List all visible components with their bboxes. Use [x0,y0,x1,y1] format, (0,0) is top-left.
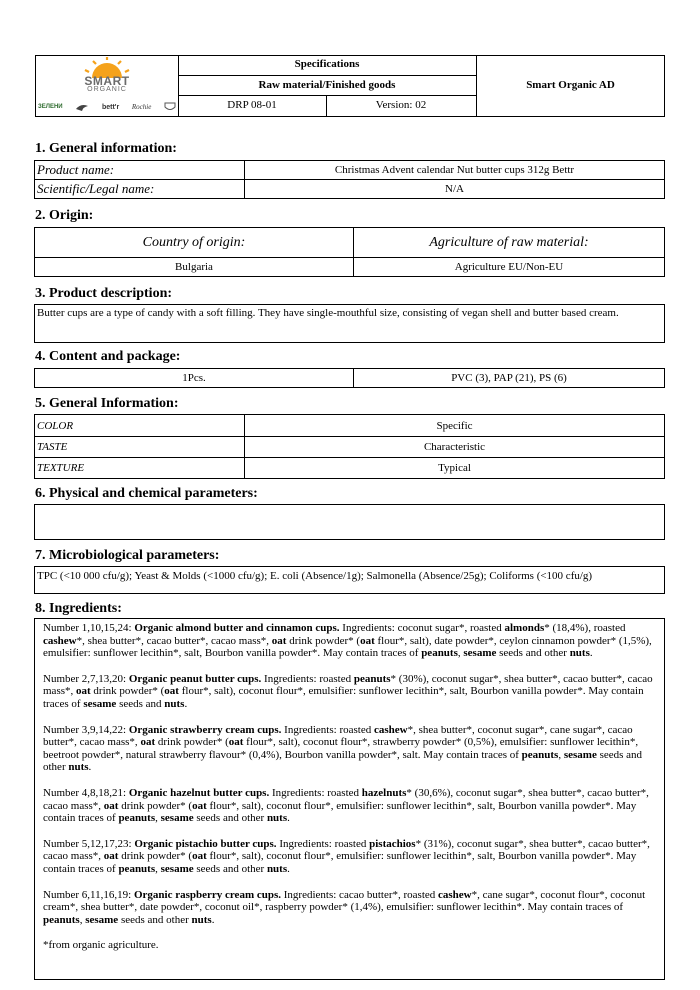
text-run: Number 2,7,13,20: [43,672,129,685]
text-run: *, shea butter*, cacao butter*, cacao mass*, [76,634,272,647]
text-run: seeds and other [43,748,643,774]
text-run: , [79,913,86,926]
bold-text: oat [76,685,91,698]
ingredient-paragraph [43,838,658,876]
bold-text: hazelnuts [361,786,407,799]
text-run: Ingredients: roasted [269,786,362,799]
taste-label: TASTE [34,436,245,458]
bold-text: cashew [438,888,472,901]
microbiological-box: TPC (<10 000 cfu/g); Yeast & Molds (<1000 cfu/g); E. coli (Absence/1g); Salmonella (Absence/25g); Coliforms (<100 cfu/g) [34,566,665,594]
logo-subtext: ORGANIC [87,86,127,93]
bold-text: nuts [266,862,288,875]
scientific-name-value: N/A [244,179,665,199]
text-run: *from organic agriculture. [43,939,159,952]
company-logo [36,56,178,116]
ingredients-body [43,622,658,952]
product-description: Butter cups are a type of candy with a soft filling. They have single-mouthful size, consisting of vegan shell and butter based cream. [34,304,665,343]
taste-value: Characteristic [244,436,665,458]
section-4-heading: 4. Content and package: [35,349,181,364]
header-row1-line [178,75,476,76]
logo-text: SMART [84,74,130,88]
doc-code: DRP 08-01 [227,99,277,111]
ingredient-paragraph [43,889,658,927]
scientific-name-label: Scientific/Legal name: [34,179,245,199]
text-run: seeds and other [496,647,570,660]
texture-value: Typical [244,457,665,479]
section-8-heading: 8. Ingredients: [35,601,122,616]
text-run: Ingredients: cacao butter*, roasted [281,888,439,901]
bold-text: oat [228,736,244,749]
bold-text: oat [271,634,287,647]
bold-text: peanuts [118,862,156,875]
text-run: Number 4,8,18,21: [43,786,129,799]
agriculture-value: Agriculture EU/Non-EU [353,257,665,277]
bold-text: sesame [563,748,597,761]
ingredient-paragraph [43,673,658,711]
texture-label: TEXTURE [34,457,245,479]
text-run: . [589,647,593,660]
physical-chemical-box [34,504,665,540]
agriculture-label: Agriculture of raw material: [353,227,665,258]
text-run: . [88,761,92,774]
text-run: Ingredients: coconut sugar*, roasted [339,622,505,634]
text-run: * (31%), coconut sugar*, shea butter*, cacao butter*, cacao mass*, [43,837,650,863]
bold-text: peanuts [43,913,80,926]
text-run: seeds and other [118,913,192,926]
bold-text: pistachios [369,837,416,850]
bold-text: oat [140,736,156,749]
bold-text: nuts [266,812,288,825]
text-run: , [558,748,564,761]
bold-text: Organic almond butter and cinnamon cups. [134,622,340,634]
crest-brand-icon [164,102,176,112]
bold-text: sesame [83,697,117,710]
text-run: flour*, salt), coconut flour*, emulsifier: sunflower lecithin*, salt, Bourbon vanilla powder*. May contain traces of [43,685,644,710]
text-run: Ingredients: roasted [261,672,354,685]
text-run: Number 3,9,14,22: [43,723,129,736]
ingredient-paragraph [43,622,658,660]
bold-text: peanuts [521,748,559,761]
text-run: drink powder* ( [118,799,193,812]
text-run: *, cane sugar*, coconut flour*, coconut cream*, shea butter*, date powder*, coconut oil*, raspberry powder* (1,4%), emulsifier: sunflower lecithin*. May contain traces of [43,888,646,914]
text-run: . [287,862,290,875]
bold-text: sesame [463,647,497,660]
bold-text: oat [192,850,207,863]
product-name-label: Product name: [34,160,245,180]
company-name: Smart Organic AD [526,79,615,91]
bold-text: sesame [160,862,194,875]
bold-text: Organic raspberry cream cups. [133,888,282,901]
doc-version: Version: 02 [375,99,427,111]
bold-text: almonds [504,622,545,634]
bold-text: peanuts [118,812,156,825]
text-run: Number 1,10,15,24: [43,622,135,634]
text-run: seeds and other [193,862,267,875]
text-run: flour*, salt), date powder*, ceylon cinnamon powder* (1,5%), emulsifier: sunflower lecithin*, salt, Bourbon vanilla powder*. May contain traces of [43,634,652,660]
bold-text: nuts [569,647,590,660]
product-name-value: Christmas Advent calendar Nut butter cups 312g Bettr [244,160,665,180]
text-run: seeds and [116,697,165,710]
text-run: , [155,862,161,875]
text-run: flour*, salt), coconut flour*, strawberry powder* (0,5%), emulsifier: sunflower lecithin*, beetroot powder*, natural strawberry flavour* (0,4%), Bourbon vanilla powder*, salt. May contain traces of [43,736,639,761]
ingredients-box [34,618,665,980]
text-run: drink powder* ( [155,736,229,749]
text-run: * (30,6%), coconut sugar*, shea butter*, cacao butter*, cacao mass*, [43,786,649,812]
bold-text: Organic peanut butter cups. [128,672,262,685]
text-run: Number 5,12,17,23: [43,837,135,850]
text-run: * (18,4%), roasted [544,622,626,634]
bold-text: oat [103,799,119,812]
bold-text: oat [360,634,375,647]
bold-text: oat [103,850,119,863]
spec-title: Specifications [294,58,360,70]
section-2-heading: 2. Origin: [35,208,94,223]
bold-text: oat [164,685,179,698]
brand-bettr: bett'r [101,103,120,111]
country-label: Country of origin: [34,227,354,258]
header-row2-line [178,95,476,96]
text-run: flour*, salt), coconut flour*, emulsifier: sunflower lecithin*, salt, Bourbon vanilla powder*. May contain traces of [43,799,637,825]
bold-text: cashew [43,634,77,647]
bold-text: Organic pistachio butter cups. [134,837,277,850]
text-run: *, shea butter*, coconut sugar*, cane sugar*, cacao butter*, cacao mass*, [43,723,633,749]
text-run: . [211,913,215,926]
section-3-heading: 3. Product description: [35,286,173,301]
bold-text: Organic strawberry cream cups. [128,723,282,736]
bold-text: Organic hazelnut butter cups. [128,786,270,799]
ingredient-paragraph [43,787,658,825]
text-run: drink powder* ( [286,634,361,647]
section-7-heading: 7. Microbiological parameters: [35,548,220,563]
text-run: . [184,697,188,710]
bold-text: nuts [68,761,89,774]
text-run: Number 6,11,16,19: [43,888,134,901]
text-run: flour*, salt), coconut flour*, emulsifier: sunflower lecithin*, salt, Bourbon vanilla powder*. May contain traces of [43,850,637,875]
color-value: Specific [244,414,665,437]
bold-text: peanuts [353,672,391,685]
ingredient-paragraph [43,724,658,774]
package-value: PVC (3), PAP (21), PS (6) [353,368,665,388]
section-1-heading: 1. General information: [35,141,177,156]
ingredient-paragraph [43,939,658,952]
text-run: drink powder* ( [118,850,193,863]
text-run: , [155,812,161,825]
text-run: , [457,647,464,660]
bold-text: sesame [85,913,119,926]
text-run: Ingredients: roasted [276,837,370,850]
bold-text: nuts [191,913,212,926]
brand-zeleni: ЗЕЛЕНИ [38,104,63,110]
bird-brand-icon [75,102,89,112]
spec-subtitle: Raw material/Finished goods [258,79,396,91]
content-value: 1Pcs. [34,368,354,388]
bold-text: peanuts [421,647,458,660]
color-label: COLOR [34,414,245,437]
section-6-heading: 6. Physical and chemical parameters: [35,486,258,501]
text-run: drink powder* ( [90,685,165,698]
bold-text: oat [192,799,207,812]
brand-rochie: Rochie [131,103,152,111]
bold-text: sesame [160,812,194,825]
text-run: * (30%), coconut sugar*, shea butter*, cacao butter*, cacao mass*, [43,672,653,698]
text-run: seeds and other [193,812,267,825]
text-run: . [287,812,290,825]
text-run: Ingredients: roasted [281,723,374,736]
bold-text: cashew [373,723,408,736]
country-value: Bulgaria [34,257,354,277]
brand-row [38,101,176,113]
bold-text: nuts [164,697,185,710]
section-5-heading: 5. General Information: [35,396,179,411]
